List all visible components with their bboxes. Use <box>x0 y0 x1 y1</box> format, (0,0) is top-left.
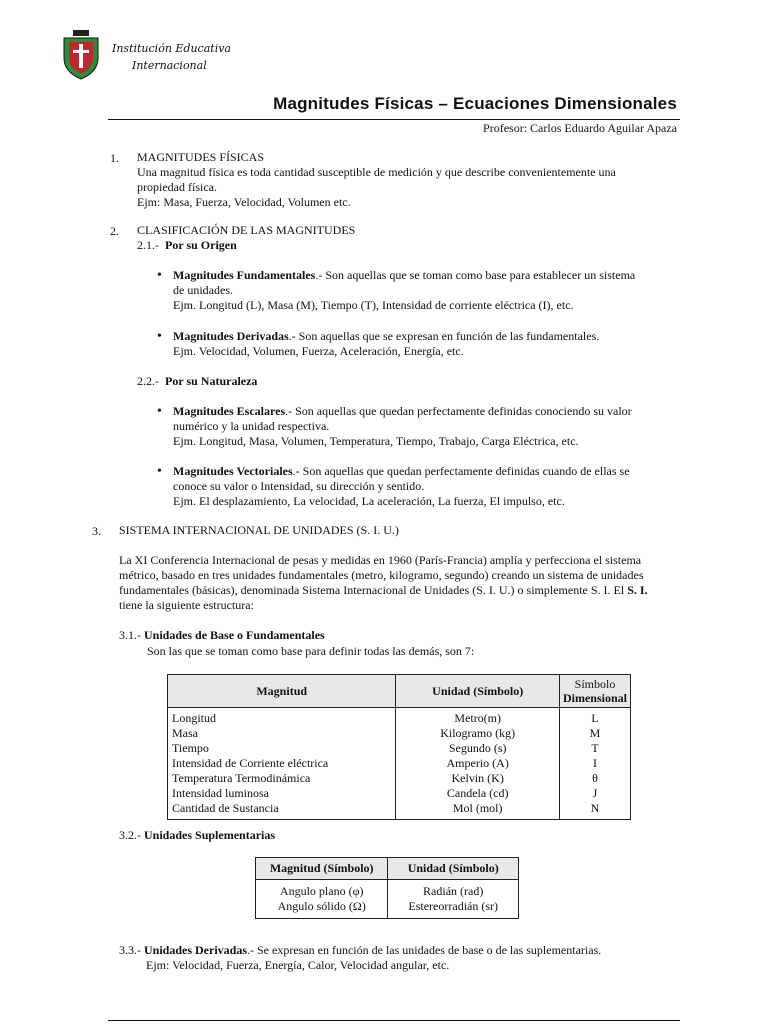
table-cell: L <box>559 708 630 727</box>
section-1-number: 1. <box>110 151 119 165</box>
term: Magnitudes Escalares <box>173 404 286 418</box>
bullet-text: .- Son aquellas que se expresan en función de las fundamentales. <box>288 329 600 343</box>
subsection-2-2 <box>137 374 257 389</box>
table-row <box>168 786 631 801</box>
paragraph-line: tiene la siguiente estructura: <box>119 598 254 612</box>
bullet-icon: • <box>157 329 162 344</box>
bullet-icon: • <box>157 404 162 419</box>
section-3-paragraph <box>119 553 705 613</box>
table-row <box>168 756 631 771</box>
subsection-title: Por su Origen <box>165 238 237 252</box>
section-1-heading: MAGNITUDES FÍSICAS <box>137 150 265 164</box>
supplementary-units-table <box>255 857 519 919</box>
table-cell: Segundo (s) <box>396 741 560 756</box>
table-cell: N <box>559 801 630 820</box>
institution-logo <box>60 30 102 80</box>
column-header: Símbolo Dimensional <box>559 675 630 708</box>
table-cell: Longitud <box>168 708 396 727</box>
table-row <box>256 880 519 900</box>
table-header-row <box>168 675 631 708</box>
section-3-number: 3. <box>92 524 101 538</box>
base-units-table <box>167 674 631 820</box>
section-3-heading: SISTEMA INTERNACIONAL DE UNIDADES (S. I. U.) <box>119 523 399 537</box>
subsection-number: 3.2.- <box>119 828 141 842</box>
table-cell: M <box>559 726 630 741</box>
institution-name <box>112 40 231 74</box>
table-cell: θ <box>559 771 630 786</box>
subsection-number: 3.1.- <box>119 628 141 642</box>
term: Magnitudes Fundamentales <box>173 268 316 282</box>
subsection-3-2 <box>119 828 275 843</box>
subsection-number: 2.1.- <box>137 238 159 252</box>
table-row <box>168 741 631 756</box>
bullet-icon: • <box>157 268 162 283</box>
table-cell: Kelvin (K) <box>396 771 560 786</box>
column-header: Magnitud <box>168 675 396 708</box>
bullet-text: .- Son aquellas que se toman como base para establecer un sistema <box>315 268 636 282</box>
bullet-example: Ejm. Longitud (L), Masa (M), Tiempo (T), Intensidad de corriente eléctrica (I), etc. <box>173 298 574 312</box>
table-cell: Temperatura Termodinámica <box>168 771 396 786</box>
subsection-text: .- Se expresan en función de las unidades de base o de las suplementarias. <box>247 943 602 957</box>
bullet-derivadas <box>173 329 599 359</box>
table-cell: Intensidad luminosa <box>168 786 396 801</box>
table-cell: Mol (mol) <box>396 801 560 820</box>
bullet-text: .- Son aquellas que quedan perfectamente definidas conociendo su valor <box>285 404 632 418</box>
bullet-vectoriales <box>173 464 630 509</box>
table-row <box>168 771 631 786</box>
table-header-row <box>256 858 519 880</box>
column-header: Magnitud (Símbolo) <box>256 858 388 880</box>
section-2-number: 2. <box>110 224 119 238</box>
bullet-icon: • <box>157 464 162 479</box>
section-1 <box>137 150 616 210</box>
table-row <box>168 801 631 820</box>
table-cell: I <box>559 756 630 771</box>
subsection-title: Por su Naturaleza <box>165 374 258 388</box>
bullet-example: Ejm. El desplazamiento, La velocidad, La aceleración, La fuerza, El impulso, etc. <box>173 494 565 508</box>
term: Magnitudes Vectoriales <box>173 464 293 478</box>
paragraph-bold: S. I. <box>627 583 648 597</box>
subsection-number: 3.3.- <box>119 943 141 957</box>
section-1-line: propiedad física. <box>137 180 217 194</box>
bullet-fundamentales <box>173 268 635 313</box>
bullet-example: Ejm. Longitud, Masa, Volumen, Temperatura, Tiempo, Trabajo, Carga Eléctrica, etc. <box>173 434 579 448</box>
column-header: Unidad (Símbolo) <box>396 675 560 708</box>
subsection-title: Unidades de Base o Fundamentales <box>144 628 325 642</box>
table-cell: T <box>559 741 630 756</box>
subsection-2-1 <box>137 238 237 253</box>
institution-line2: Internacional <box>132 59 207 72</box>
subsection-title: Unidades Derivadas <box>144 943 248 957</box>
term: Magnitudes Derivadas <box>173 329 289 343</box>
table-row <box>168 726 631 741</box>
professor-name: Profesor: Carlos Eduardo Aguilar Apaza <box>483 121 677 135</box>
subsection-3-3 <box>119 943 601 973</box>
table-row <box>256 899 519 919</box>
document-title: Magnitudes Físicas – Ecuaciones Dimensionales <box>273 94 677 113</box>
bullet-text: conoce su valor o Intensidad, su dirección y sentido. <box>173 479 425 493</box>
bullet-escalares <box>173 404 632 449</box>
table-cell: Metro(m) <box>396 708 560 727</box>
table-cell: Angulo sólido (Ω) <box>256 899 388 919</box>
table-cell: Kilogramo (kg) <box>396 726 560 741</box>
bullet-text: .- Son aquellas que quedan perfectamente definidas cuando de ellas se <box>292 464 630 478</box>
paragraph-line: La XI Conferencia Internacional de pesas y medidas en 1960 (París-Francia) amplía y perfecciona el sistema <box>119 553 642 567</box>
paragraph-line: fundamentales (básicas), denominada Sistema Internacional de Unidades (S. I. U.) o simplemente S. I. El <box>119 583 628 597</box>
subsection-3-1 <box>119 628 325 643</box>
section-1-line: Ejm: Masa, Fuerza, Velocidad, Volumen etc. <box>137 195 351 209</box>
table-row <box>168 708 631 727</box>
table-cell: Radián (rad) <box>388 880 519 900</box>
paragraph-line: métrico, basado en tres unidades fundamentales (metro, kilogramo, segundo) creando un sistema de unidades <box>119 568 644 582</box>
bullet-text: numérico y la unidad respectiva. <box>173 419 330 433</box>
table-cell: Amperio (A) <box>396 756 560 771</box>
table-cell: Intensidad de Corriente eléctrica <box>168 756 396 771</box>
bullet-example: Ejm. Velocidad, Volumen, Fuerza, Aceleración, Energía, etc. <box>173 344 464 358</box>
column-header: Unidad (Símbolo) <box>388 858 519 880</box>
section-2-heading: CLASIFICACIÓN DE LAS MAGNITUDES <box>137 223 356 237</box>
subsection-title: Unidades Suplementarias <box>144 828 276 842</box>
header-rule <box>108 119 680 120</box>
table-cell: Cantidad de Sustancia <box>168 801 396 820</box>
table-cell: J <box>559 786 630 801</box>
subsection-3-1-text: Son las que se toman como base para definir todas las demás, son 7: <box>147 644 475 658</box>
subsection-number: 2.2.- <box>137 374 159 388</box>
table-cell: Estereorradián (sr) <box>388 899 519 919</box>
institution-line1: Institución Educativa <box>112 42 231 55</box>
table-cell: Tiempo <box>168 741 396 756</box>
bullet-text: de unidades. <box>173 283 233 297</box>
subsection-example: Ejm: Velocidad, Fuerza, Energía, Calor, Velocidad angular, etc. <box>146 958 450 972</box>
table-cell: Candela (cd) <box>396 786 560 801</box>
table-cell: Angulo plano (φ) <box>256 880 388 900</box>
footer-rule <box>108 1020 680 1021</box>
table-cell: Masa <box>168 726 396 741</box>
section-1-line: Una magnitud física es toda cantidad susceptible de medición y que describe convenientemente una <box>137 165 616 179</box>
